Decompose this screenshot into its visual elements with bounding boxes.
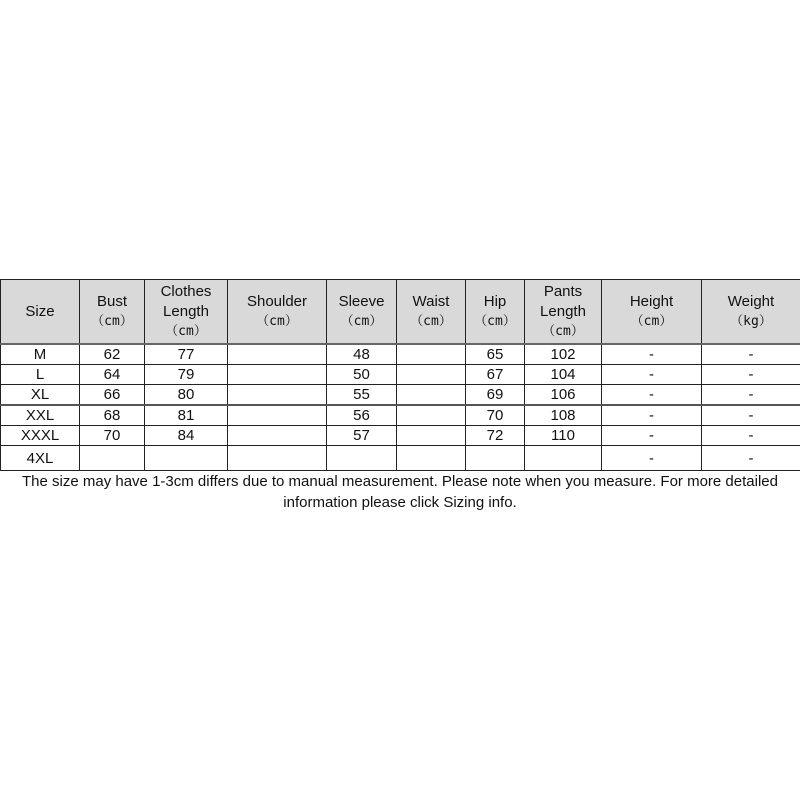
header-label: Shoulder — [246, 292, 308, 310]
size-chart — [0, 279, 800, 471]
table-cell: M — [1, 344, 80, 365]
column-header-weight — [702, 280, 800, 345]
table-cell: 70 — [80, 426, 145, 446]
table-cell — [397, 344, 466, 365]
table-cell — [327, 446, 397, 471]
header-label: Weight — [727, 292, 775, 310]
table-cell: - — [702, 365, 800, 385]
header-label: Sleeve — [338, 292, 385, 310]
table-cell: 110 — [525, 426, 602, 446]
table-cell: - — [602, 446, 702, 471]
table-cell — [80, 446, 145, 471]
table-cell — [228, 405, 327, 426]
table-cell: 80 — [145, 385, 228, 406]
header-label: Waist — [412, 292, 450, 310]
column-header-hip — [466, 280, 525, 345]
header-unit: （cm） — [542, 323, 584, 339]
table-cell: 57 — [327, 426, 397, 446]
column-header-pants-length — [525, 280, 602, 345]
table-cell: XL — [1, 385, 80, 406]
measurement-note: The size may have 1-3cm differs due to manual measurement. Please note when you measure. For more detailed information please click Sizing info. — [22, 473, 778, 511]
table-cell: 64 — [80, 365, 145, 385]
table-cell — [397, 385, 466, 406]
table-row — [1, 344, 800, 365]
table-cell: 104 — [525, 365, 602, 385]
table-cell: XXXL — [1, 426, 80, 446]
table-cell: 62 — [80, 344, 145, 365]
table-cell — [397, 426, 466, 446]
table-cell: 55 — [327, 385, 397, 406]
table-cell — [228, 426, 327, 446]
table-cell: - — [702, 344, 800, 365]
table-cell: 4XL — [1, 446, 80, 471]
header-unit: （cm） — [340, 313, 383, 329]
table-cell: L — [1, 365, 80, 385]
table-cell: 72 — [466, 426, 525, 446]
table-row — [1, 365, 800, 385]
table-cell: 67 — [466, 365, 525, 385]
table-cell: 106 — [525, 385, 602, 406]
table-row — [1, 426, 800, 446]
header-label: Pants Length — [540, 282, 586, 320]
header-label: Size — [25, 302, 55, 320]
table-cell — [466, 446, 525, 471]
table-cell: - — [602, 344, 702, 365]
table-cell — [397, 405, 466, 426]
column-header-sleeve — [327, 280, 397, 345]
table-cell: 48 — [327, 344, 397, 365]
table-cell — [397, 365, 466, 385]
table-cell: 70 — [466, 405, 525, 426]
table-cell: 79 — [145, 365, 228, 385]
table-cell: - — [702, 446, 800, 471]
header-unit: （cm） — [474, 313, 516, 329]
table-cell: - — [702, 426, 800, 446]
table-cell — [228, 446, 327, 471]
column-header-bust — [80, 280, 145, 345]
column-header-waist — [397, 280, 466, 345]
table-cell: XXL — [1, 405, 80, 426]
table-cell — [525, 446, 602, 471]
header-unit: （cm） — [256, 313, 298, 329]
header-unit: （cm） — [165, 323, 207, 339]
column-header-size — [1, 280, 80, 345]
table-cell — [397, 446, 466, 471]
table-cell: - — [602, 385, 702, 406]
table-cell: 50 — [327, 365, 397, 385]
table-cell: - — [602, 405, 702, 426]
header-label: Hip — [483, 292, 507, 310]
header-label: Height — [629, 292, 674, 310]
table-cell — [145, 446, 228, 471]
table-cell — [228, 385, 327, 406]
header-unit: （cm） — [410, 313, 452, 329]
table-cell: 69 — [466, 385, 525, 406]
table-cell: - — [702, 385, 800, 406]
header-label: Bust — [96, 292, 127, 310]
header-label: Clothes Length — [160, 282, 212, 320]
table-cell: 56 — [327, 405, 397, 426]
table-cell: - — [702, 405, 800, 426]
table-cell: - — [602, 426, 702, 446]
table-row — [1, 405, 800, 426]
table-cell: 81 — [145, 405, 228, 426]
table-cell — [228, 365, 327, 385]
header-unit: （cm） — [91, 313, 133, 329]
table-cell: 68 — [80, 405, 145, 426]
column-header-clothes-length — [145, 280, 228, 345]
column-header-shoulder — [228, 280, 327, 345]
size-table — [0, 279, 800, 471]
header-unit: （cm） — [630, 313, 673, 329]
header-row — [1, 280, 800, 345]
table-row — [1, 446, 800, 471]
table-cell: 77 — [145, 344, 228, 365]
column-header-height — [602, 280, 702, 345]
table-cell: 108 — [525, 405, 602, 426]
table-row — [1, 385, 800, 406]
table-cell: 102 — [525, 344, 602, 365]
table-cell: 65 — [466, 344, 525, 365]
table-cell: - — [602, 365, 702, 385]
table-cell: 66 — [80, 385, 145, 406]
table-cell — [228, 344, 327, 365]
table-cell: 84 — [145, 426, 228, 446]
header-unit: （kg） — [730, 313, 772, 329]
